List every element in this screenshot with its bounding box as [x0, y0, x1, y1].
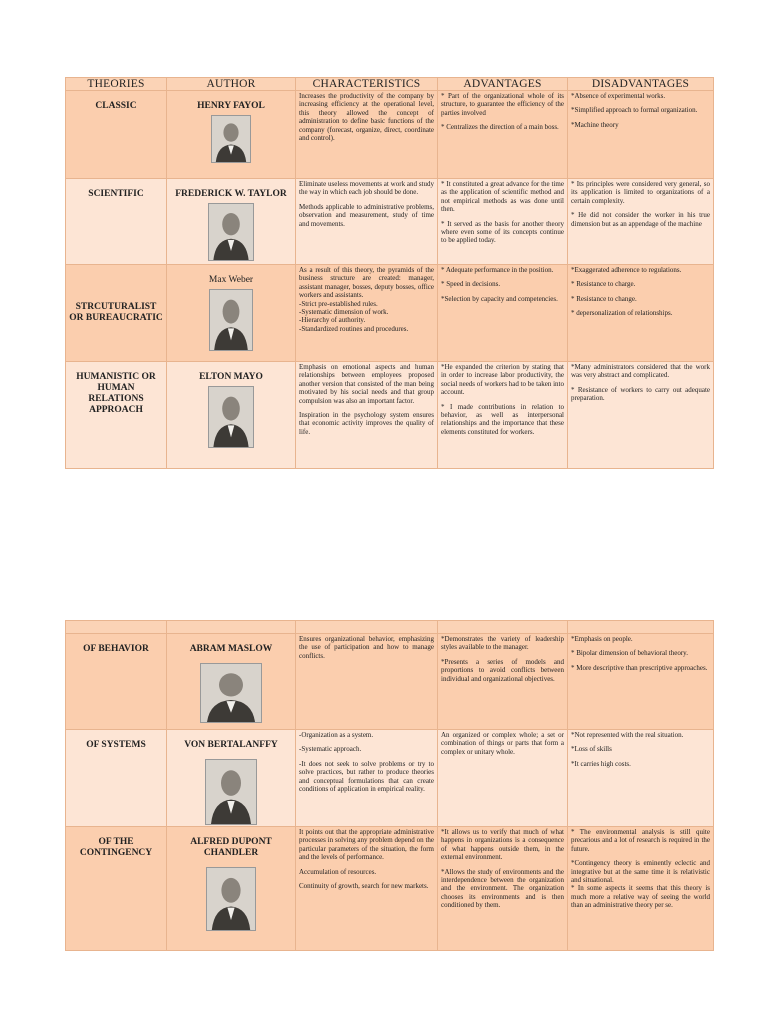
characteristics-paragraph: Ensures organizational behavior, emphasizing the use of participation and how to manage conflicts. [299, 635, 434, 660]
author-cell [167, 634, 296, 730]
advantages-cell [438, 265, 568, 362]
advantages-paragraph: * I made contributions in relation to behavior, as well as interpersonal relationships and the importance that these elements constituted for workers. [441, 402, 564, 436]
characteristics-paragraph: Emphasis on emotional aspects and human relationships between employees proposed another version that consisted of the man being motivated by his social needs and that group compulsion was also an important factor. [299, 363, 434, 405]
characteristics-paragraph: Accumulation of resources. [299, 867, 377, 876]
disadvantages-paragraph: * Resistance to charge. [571, 280, 636, 289]
theories-table-2 [65, 620, 714, 951]
advantages-cell [438, 634, 568, 730]
disadvantages-paragraph: *Contingency theory is eminently eclectic and integrative but at the same time it is relativistic and situational. * In some aspects it seems that this theory is much more a relative way of seeing the world than an administrative theory per se. [571, 859, 710, 910]
author-cell [167, 179, 296, 265]
disadvantages-paragraph: *Exaggerated adherence to regulations. [571, 266, 682, 274]
characteristics-paragraph: Methods applicable to administrative problems, observation and measurement, study of time and movements. [299, 202, 434, 228]
advantages-paragraph: *Demonstrates the variety of leadership styles available to the manager. [441, 635, 564, 652]
table-row [66, 730, 714, 827]
advantages-cell [438, 179, 568, 265]
theory-name: OF BEHAVIOR [66, 634, 167, 730]
disadvantages-paragraph: *It carries high costs. [571, 759, 631, 768]
advantages-cell [438, 362, 568, 469]
table-header-row [66, 78, 714, 91]
advantages-paragraph: * Adequate performance in the position. [441, 266, 554, 274]
disadvantages-paragraph: *Emphasis on people. [571, 635, 633, 643]
author-cell [167, 730, 296, 827]
author-cell [167, 362, 296, 469]
characteristics-paragraph: It points out that the appropriate administrative processes in solving any problem depend on the particular parameters of the situation, the form and the levels of performance. [299, 828, 434, 862]
author-name: HENRY FAYOL [197, 101, 265, 111]
characteristics-paragraph: Inspiration in the psychology system ensures that economic activity improves the quality of life. [299, 411, 434, 436]
author-name: VON BERTALANFFY [184, 740, 278, 750]
disadvantages-paragraph: * The environmental analysis is still quite precarious and a lot of research is required in the future. [571, 828, 710, 853]
header-theories: THEORIES [66, 78, 167, 91]
characteristics-cell [296, 179, 438, 265]
characteristics-paragraph: As a result of this theory, the pyramids of the business structure are created: manager, assistant manager, bosses, deputy bosses, office workers and assistants. -Strict pre-established rules. -Systematic dimension of work. -Hierarchy of authority. -Standardized routines and procedures. [299, 266, 434, 333]
disadvantages-paragraph: * He did not consider the worker in his true dimension but as an appendage of the machine [571, 211, 710, 228]
portrait-photo-icon [209, 289, 253, 351]
portrait-photo-icon [211, 115, 251, 163]
characteristics-cell [296, 634, 438, 730]
portrait-photo-icon [208, 386, 254, 448]
author-name: FREDERICK W. TAYLOR [175, 189, 287, 199]
disadvantages-cell [568, 179, 714, 265]
author-name: Max Weber [208, 275, 254, 285]
disadvantages-cell [568, 91, 714, 179]
theory-name: OF SYSTEMS [66, 730, 167, 827]
characteristics-cell [296, 362, 438, 469]
header-empty [296, 621, 438, 634]
advantages-paragraph: *Allows the study of environments and the interdependence between the organization and the environment. The organization chooses its environments and is then conditioned by them. [441, 867, 564, 910]
header-empty [568, 621, 714, 634]
disadvantages-cell [568, 730, 714, 827]
advantages-paragraph: *He expanded the criterion by stating that in order to increase labor productivity, the social needs of workers had to be taken into account. [441, 363, 564, 397]
author-cell [167, 91, 296, 179]
portrait-photo-icon [200, 663, 262, 723]
advantages-cell [438, 827, 568, 951]
disadvantages-paragraph: *Not represented with the real situation. [571, 731, 684, 739]
characteristics-paragraph: Eliminate useless movements at work and study the way in which each job should be done. [299, 180, 434, 197]
header-author: AUTHOR [167, 78, 296, 91]
advantages-paragraph: * Speed in decisions. [441, 280, 501, 289]
advantages-paragraph: *Presents a series of models and proportions to avoid conflicts between individual and organizational objectives. [441, 657, 564, 683]
table-row [66, 265, 714, 362]
disadvantages-paragraph: * Resistance of workers to carry out adequate preparation. [571, 385, 710, 403]
table-row [66, 634, 714, 730]
advantages-cell [438, 730, 568, 827]
table-row [66, 91, 714, 179]
advantages-paragraph: * It served as the basis for another theory where even some of its concepts continue to be applied today. [441, 219, 564, 245]
theories-table-1 [65, 77, 714, 469]
portrait-photo-icon [208, 203, 254, 261]
disadvantages-paragraph: *Absence of experimental works. [571, 92, 666, 100]
author-name: ABRAM MASLOW [189, 644, 273, 654]
disadvantages-paragraph: * depersonalization of relationships. [571, 309, 673, 318]
author-name: ELTON MAYO [199, 372, 263, 382]
header-characteristics: CHARACTERISTICS [296, 78, 438, 91]
table-row [66, 179, 714, 265]
disadvantages-paragraph: *Many administrators considered that the work was very abstract and complicated. [571, 363, 710, 380]
disadvantages-cell [568, 362, 714, 469]
characteristics-cell [296, 91, 438, 179]
advantages-paragraph: An organized or complex whole; a set or combination of things or parts that form a complex or unitary whole. [441, 731, 564, 756]
header-disadvantages: DISADVANTAGES [568, 78, 714, 91]
advantages-paragraph: * It constituted a great advance for the time as the application of scientific method and not empirical methods as was done until then. [441, 180, 564, 214]
disadvantages-cell [568, 827, 714, 951]
table-header-row-empty [66, 621, 714, 634]
header-empty [438, 621, 568, 634]
disadvantages-paragraph: *Simplified approach to formal organization. [571, 106, 698, 115]
characteristics-paragraph: -Organization as a system. [299, 731, 374, 739]
disadvantages-paragraph: *Machine theory [571, 120, 619, 129]
characteristics-paragraph: Continuity of growth, search for new markets. [299, 882, 429, 891]
characteristics-cell [296, 827, 438, 951]
characteristics-cell [296, 730, 438, 827]
advantages-paragraph: * Part of the organizational whole of its structure, to guarantee the efficiency of the parties involved [441, 92, 564, 117]
advantages-paragraph: * Centralizes the direction of a main boss. [441, 123, 559, 132]
author-name: ALFRED DUPONT CHANDLER [190, 837, 272, 858]
table-row [66, 362, 714, 469]
characteristics-cell [296, 265, 438, 362]
author-cell [167, 265, 296, 362]
theory-name: SCIENTIFIC [66, 179, 167, 265]
theory-name: STRCUTURALIST OR BUREAUCRATIC [66, 265, 167, 362]
theory-name: CLASSIC [66, 91, 167, 179]
characteristics-paragraph: -It does not seek to solve problems or try to solve practices, but rather to produce theories and conceptual formulations that can create conditions of application in empirical reality. [299, 759, 434, 794]
characteristics-paragraph: Increases the productivity of the company by increasing efficiency at the operational level, this theory allowed the concept of administration to define basic functions of the company (forecast, organize, direct, coordinate and control). [299, 92, 434, 143]
disadvantages-paragraph: *Loss of skills [571, 745, 612, 754]
header-empty [66, 621, 167, 634]
header-empty [167, 621, 296, 634]
characteristics-paragraph: -Systematic approach. [299, 745, 362, 754]
table-row [66, 827, 714, 951]
portrait-photo-icon [205, 759, 257, 825]
disadvantages-cell [568, 634, 714, 730]
disadvantages-paragraph: * Resistance to change. [571, 294, 637, 303]
header-advantages: ADVANTAGES [438, 78, 568, 91]
portrait-photo-icon [206, 867, 256, 931]
advantages-cell [438, 91, 568, 179]
disadvantages-paragraph: * More descriptive than prescriptive approaches. [571, 663, 708, 672]
disadvantages-paragraph: * Its principles were considered very general, so its application is limited to organizations of a certain complexity. [571, 180, 710, 205]
author-cell [167, 827, 296, 951]
advantages-paragraph: *It allows us to verify that much of what happens in organizations is a consequence of what happens outside them, in the external environment. [441, 828, 564, 862]
disadvantages-cell [568, 265, 714, 362]
theory-name: HUMANISTIC OR HUMAN RELATIONS APPROACH [66, 362, 167, 469]
theory-name: OF THE CONTINGENCY [66, 827, 167, 951]
disadvantages-paragraph: * Bipolar dimension of behavioral theory. [571, 649, 688, 658]
advantages-paragraph: *Selection by capacity and competencies. [441, 294, 558, 303]
